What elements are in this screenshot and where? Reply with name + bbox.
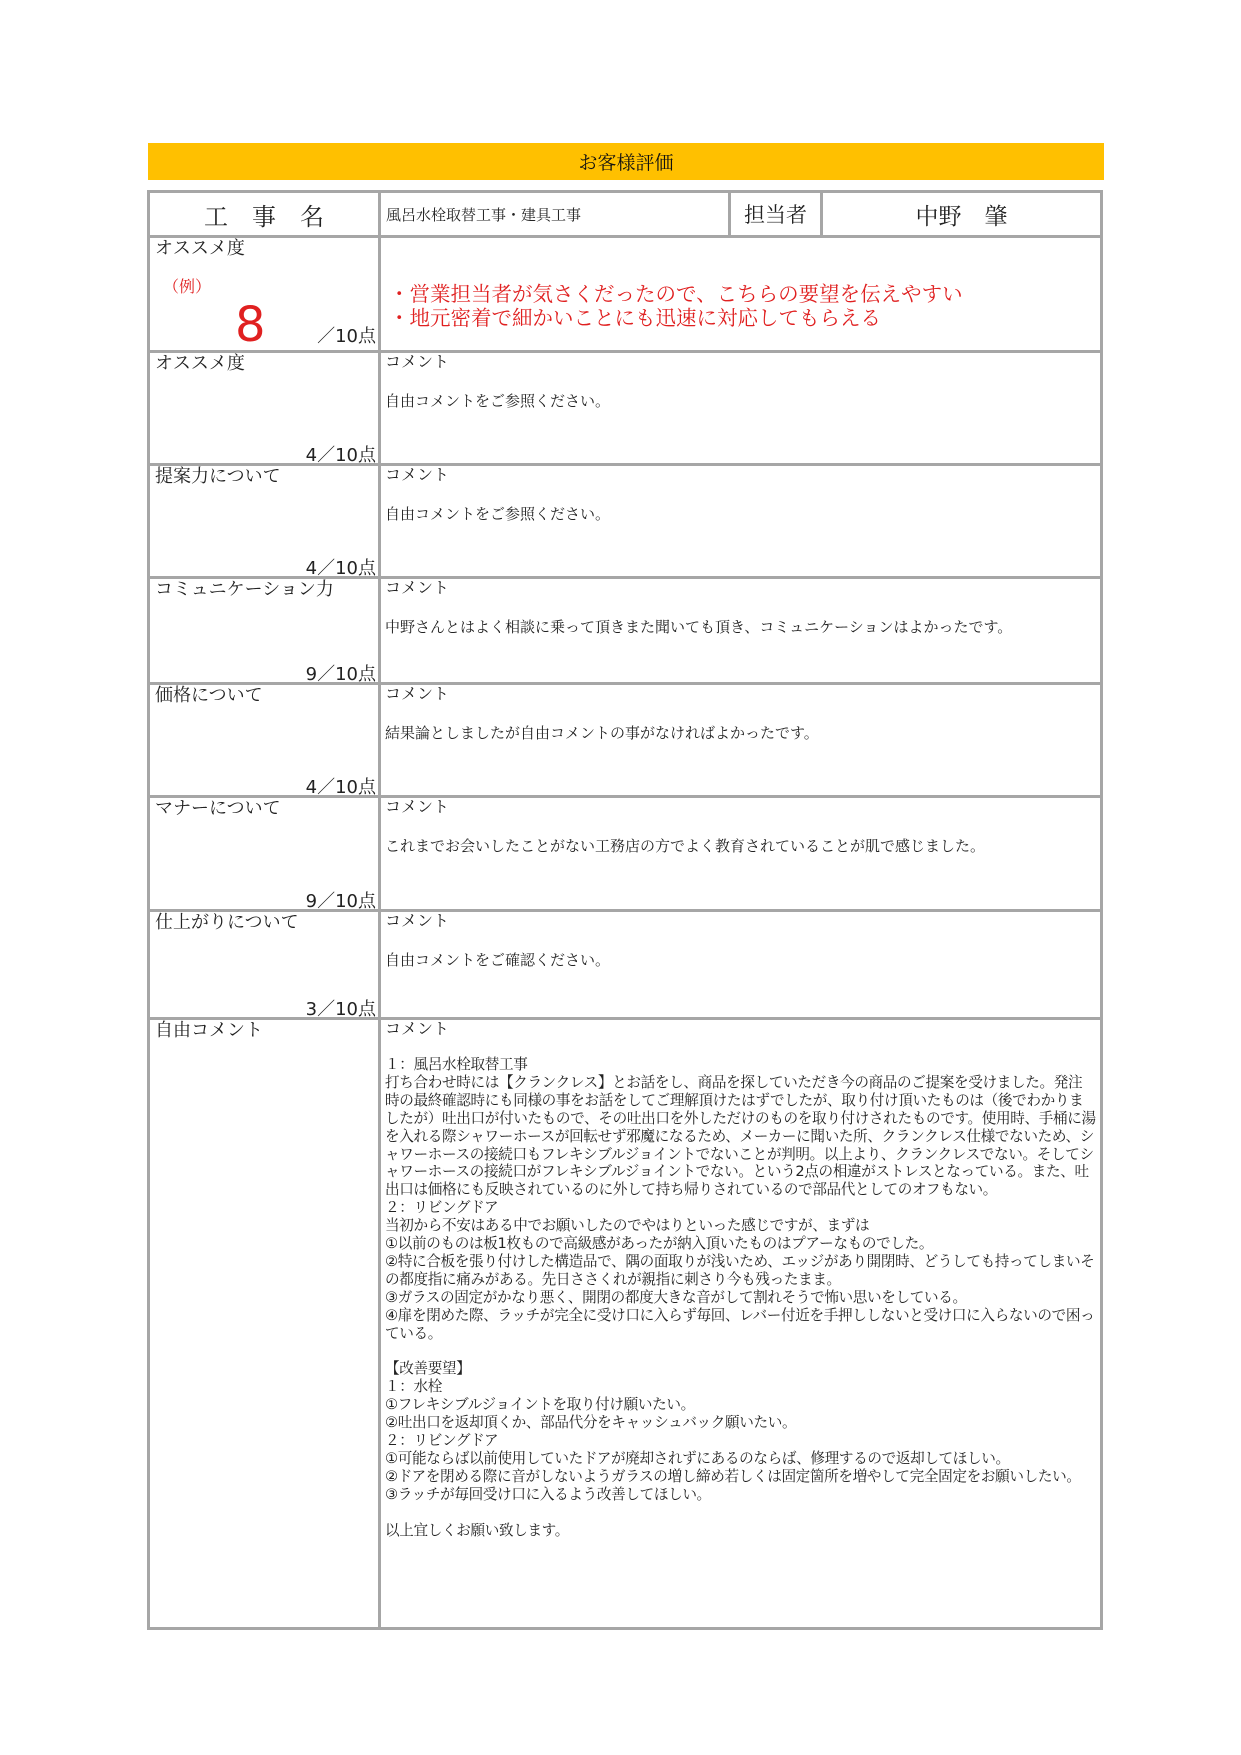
comment-heading: コメント — [385, 1019, 450, 1038]
category-comment: 中野さんとはよく相談に乗って頂きまた聞いても頂き、コミュニケーションはよかったです。 — [385, 618, 1013, 636]
example-bullet: ・営業担当者が気さくだったので、こちらの要望を伝えやすい — [389, 282, 963, 306]
category-comment: 自由コメントをご参照ください。 — [385, 392, 611, 410]
project-label: 工 事 名 — [150, 193, 381, 235]
category-comment: 自由コメントをご確認ください。 — [385, 951, 611, 969]
category-label: 価格について — [155, 685, 263, 706]
free-comment-text: １：風呂水栓取替工事 打ち合わせ時には【クランクレス】とお話をし、商品を探していただき今の商品のご提案を受けました。発注時の最終確認時にも同様の事をお話をしてご理解頂けたはずでしたが、取り付け頂いたものは（後でわかりましたが）吐出口が付いたもので、その吐出口を外しただけのものを取り付けされたものです。使用時、手桶に湯を入れる際シャワーホースが回転せず邪魔になるため、メーカーに聞いた所、クランクレス仕様でないため、シャワーホースの接続口もフレキシブルジョイントでないことが判明。以上より、クランクレスでない。そしてシャワーホースの接続口がフレキシブルジョイントでない。という2点の相違がストレスとなっている。また、吐出口は価格にも反映されているのに外して持ち帰りされているので部品代としてのオフもない。 ２：リビングドア 当初から不安はある中でお願いしたのでやはりといった感じですが、まずは ①以前のものは板1枚もので高級感があったが納入頂いたものはプアーなものでした。 ②特に合板を張り付けした構造品で、隅の面取りが浅いため、エッジがあり開閉時、どうしても持ってしまいその都度指に痛みがある。先日ささくれが親指に刺さり今も残ったまま。 ③ガラスの固定がかなり悪く、開閉の都度大きな音がして割れそうで怖い思いをしている。 ④扉を閉めた際、ラッチが完全に受け口に入らず毎回、レバー付近を手押ししないと受け口に入らないので困っている。 【改善要望】 １：水栓 ①フレキシブルジョイントを取り付け願いたい。 ②吐出口を返却頂くか、部品代分をキャッシュバック願いたい。 ２：リビングドア ①可能ならば以前使用していたドアが廃却されずにあるのならば、修理するので返却してほしい。 ②ドアを閉める際に音がしないようガラスの増し締め若しくは固定箇所を増やして完全固定をお願いしたい。 ③ラッチが毎回受け口に入るよう改善してほしい。 以上宜しくお願い致します。 — [385, 1056, 1096, 1539]
category-score: 9／10点 — [305, 664, 376, 685]
free-comment-label: 自由コメント — [155, 1020, 263, 1041]
example-bullets — [389, 282, 963, 330]
category-score: 3／10点 — [305, 999, 376, 1020]
project-name: 風呂水栓取替工事・建具工事 — [381, 193, 731, 235]
comment-heading: コメント — [385, 911, 450, 930]
example-paren: （例） — [163, 277, 212, 296]
free-comment-row — [150, 1020, 1100, 1627]
comment-heading: コメント — [385, 797, 450, 816]
category-label: マナーについて — [155, 798, 281, 819]
category-row — [150, 685, 1100, 798]
example-right-cell — [381, 238, 1100, 350]
comment-heading: コメント — [385, 465, 450, 484]
example-bullet: ・地元密着で細かいことにも迅速に対応してもらえる — [389, 306, 881, 330]
category-label: 仕上がりについて — [155, 912, 299, 933]
category-score: 4／10点 — [305, 558, 376, 579]
category-label: オススメ度 — [155, 353, 245, 374]
comment-heading: コメント — [385, 578, 450, 597]
category-score: 4／10点 — [305, 777, 376, 798]
example-left-cell — [150, 238, 381, 353]
staff-label: 担当者 — [731, 193, 823, 235]
category-comment: 自由コメントをご参照ください。 — [385, 505, 611, 523]
evaluation-sheet — [147, 190, 1103, 1630]
category-comment: これまでお会いしたことがない工務店の方でよく教育されていることが肌で感じました。 — [385, 837, 986, 855]
category-score: 9／10点 — [305, 891, 376, 912]
category-row — [150, 912, 1100, 1020]
example-label: オススメ度 — [155, 238, 245, 259]
category-row — [150, 798, 1100, 912]
category-label: コミュニケーション力 — [155, 579, 334, 600]
category-row — [150, 466, 1100, 579]
category-row — [150, 353, 1100, 466]
category-score: 4／10点 — [305, 445, 376, 466]
category-label: 提案力について — [155, 466, 281, 487]
page-title: お客様評価 — [148, 143, 1104, 180]
staff-name: 中野 肇 — [915, 203, 1008, 230]
example-row — [150, 238, 1100, 353]
category-comment: 結果論としましたが自由コメントの事がなければよかったです。 — [385, 724, 819, 742]
comment-heading: コメント — [385, 684, 450, 703]
category-row — [150, 579, 1100, 685]
project-row — [150, 193, 1100, 238]
example-denom: ／10点 — [317, 326, 376, 347]
comment-heading: コメント — [385, 352, 450, 371]
example-score: 8 — [235, 297, 266, 353]
